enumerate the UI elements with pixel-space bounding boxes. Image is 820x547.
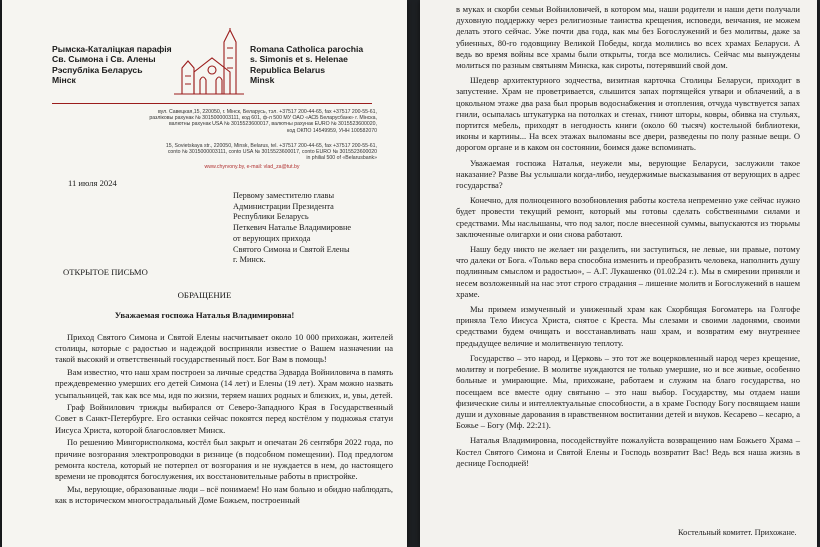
address-line: in philial 500 of «Belarusbank» [306,155,377,162]
letterhead-right-line: s. Simonis et s. Helenae [250,54,348,65]
recipient-block [233,191,393,266]
recipient-line: Святого Симона и Святой Елены [233,244,350,254]
letterhead-left-line: Мінск [52,74,76,85]
paragraph: Уважаемая госпожа Наталья, неужели мы, верующие Беларуси, заслужили такое наказание? Разве Вы услышали когда-либо, неудержимые высказывания от верующих в адрес государства? [456,157,800,191]
address-line: conto № 3015000003111, conto USA № 3015523600017, conto EURO № 3015523600020 [167,149,377,156]
letterhead-right-line: Republica Belarus [250,64,325,75]
address-belarusian [112,109,377,134]
letter-page-2 [420,0,817,547]
address-line: 15, Sovietskaya str., 220050, Minsk, Belarus, tel. +37517 200-44-65, fax +37517 200-55-61, [165,143,377,149]
paragraph: Наталья Владимировна, посодействуйте пожалуйста возвращению нам Божьего Храма – Костел Святого Симона и Святой Елены и Господь возвратит Вас! Ведь вся наша жизнь в деснице Господней! [456,435,800,468]
recipient-line: г. Минск. [233,255,266,265]
recipient-line: Петкевич Наталье Владимировне [233,223,352,233]
paragraph: Конечно, для полноценного возобновления работы костела непременно уже сейчас нужно будет провести текущий ремонт, который мы готовы сделать собственными силами и средствами. Мы наслышаны, что под залог, после внесенной суммы, выпускаются из тюрьмы заключенные олигархи и они снова работают. [456,195,800,239]
church-logo [172,28,246,98]
greeting: Уважаемая госпожа Наталья Владимировна! [114,310,295,320]
address-line: вул. Савецкая,15, 220050, г. Мінск, Беларусь, тэл. +37517 200-44-65, fax +37517 200-55-61, [157,109,377,115]
address-line: разлiковы рахунак № 3015000003111, код 601, ф-л 500 МУ ОАО «АСБ Беларусбанк» г. Мінска, [149,115,377,122]
recipient-line: от верующих прихода [233,233,311,243]
paragraph: в муках и скорби семьи Войниловичей, в котором мы, наши родители и наши дети получали духовную поддержку через религиозные таинства крещения, исповеди, венчания, не можем делать этого сейчас. Уже почти два года, как мы без Богослужений и без молитвы, даже за убиенных, 80-го годовщину Великой Победы, когда молились во всех храмах Беларуси. А ведь во время войны все храмы были открыты, тогда все молились. Сейчас мы вынуждены молиться по разным святыням Минска, как сироты, потерявший свой дом. [456,4,800,71]
address-line: валютны рахунак USA № 3015523600017, валютны рахунак EURO № 3015523600020, [168,121,377,128]
paragraph: Граф Войнилович трижды выбирался от Северо-Западного Края в Государственный Совет в Санкт-Петербурге. Его останки сейчас покоятся перед костёлом у подножья статуи Иисуса Христа, которой благословляет Минск. [55,402,393,435]
paragraph: Нашу беду никто не желает ни разделить, ни заступиться, не левые, ни правые, потому что далеки от Бога. «Только вера способна изменить и преобразить человека, наполнить душу подлинным смыслом и радостью», – А.Г. Лукашенко (01.02.24 г.). Мы в смирении приняли и несем возложенный на нас этот строго страдания – лишение молитв и Богослужений в нашем храме. [456,244,800,299]
letterhead-left-line: Св. Сымона і Св. Алены [52,54,156,65]
letterhead-left [52,44,172,85]
recipient-line: Первому заместителю главы [233,191,335,200]
signature: Костельный комитет. Прихожане. [678,528,797,537]
letterhead-left-line: Рэспубліка Беларусь [52,64,143,75]
letter-title: ОБРАЩЕНИЕ [177,290,232,300]
address-line: код ОКПО 14549959, УНН 100582070 [287,127,377,134]
letterhead-right-line: Minsk [250,74,275,85]
letterhead-right [250,44,363,85]
recipient-line: Республики Беларусь [233,212,309,222]
paragraph: Вам известно, что наш храм построен за личные средства Эдварда Войниловича в память преждевременно умерших его детей Симона (14 лет) и Елены (19 лет). Храм можно назвать усыпальницей, так как все мы, идя по жизни, теряем наших родных и близких, и, увы, детей. [55,367,393,400]
paragraph: По решению Мингорисполкома, костёл был закрыт и опечатан 26 сентября 2022 года, по причине возгорания электропроводки в ризнице (в подсобном помещении). Под предлогом ремонта костела, который не потерпел от возгорания и не нуждается в нем, до настоящего времени не проводятся богослужения, их восстановительные работы в пристройке. [55,437,393,481]
letter-page-1 [2,0,407,547]
paragraph: Приход Святого Симона и Святой Елены насчитывает около 10 000 прихожан, жителей столицы, которые с радостью и надеждой восприняли известие о Вашем назначении на такой высокий и ответственный государственный пост. Бог Вам в помощь! [55,332,393,365]
paragraph: Государство – это народ, и Церковь – это тот же воцерковленный народ через крещение, молитву и погребение. В молитве нуждаются не только умершие, но и все живые, особенно больные и умирающие. Мы, прихожане, работаем и служим на благо государства, но посещаем все вместе одну святыню – это наш выбор. Государству, мы отдаем наши физические силы и интеллектуальные способности, а в храме Господу Богу посвящаем наши души и духовные дарования в нравственном воспитании детей и внуков. Кесарево – кесарю, а Божье – Богу (Мф. 22:21). [456,352,800,431]
website-email: www.chyrvony.by, e-mail: vlad_za@tut.by [204,164,300,170]
address-english [112,143,377,162]
letterhead-right-line: Romana Catholica parochia [250,44,364,54]
open-letter-label: ОТКРЫТОЕ ПИСЬМО [63,267,148,277]
letterhead-divider [52,103,372,104]
letterhead-left-line: Рымска-Каталіцкая парафія [52,44,172,54]
letter-body-page-1 [55,332,393,508]
recipient-line: Администрации Президента [233,201,334,211]
paragraph: Мы примем измученный и униженный храм как Скорбящая Богоматерь на Голгофе приняла Тело Иисуса Христа, снятое с Креста. Мы слезами и своими ладонями, своими средствами будем очищать и восстанавливать наш храм, и возвратим ему внутреннее предыдущее величие и молитвенную теплоту. [456,304,800,348]
letter-date: 11 июля 2024 [68,178,117,188]
letter-body-page-2 [456,4,800,473]
paragraph: Шедевр архитектурного зодчества, визитная карточка Столицы Беларуси, приходит в запустение. Храм не проветривается, слышится запах портящейся утвари и облачений, а в цокольном этаже два раза был прорыв водоснабжения и отопления, отчуда чувствуется запах гнили, осыпалась штукатурка на потолках и стенах, гниют шторы, ковры, обивка на стульях, портится мебель, приходят в негодность книги (около 60 тысяч) костельной библиотеки, иконы и картины... На всех этажах выломаны все двери, разведены по полу разные вещи. О дорогом органе и в каком он состоянии, боимся даже вспоминать. [456,75,800,153]
paragraph: Мы, верующие, образованные люди – всё понимаем! Но нам больно и обидно наблюдать, как в историческом многострадальный Доме Божьем, построенный [55,483,393,505]
